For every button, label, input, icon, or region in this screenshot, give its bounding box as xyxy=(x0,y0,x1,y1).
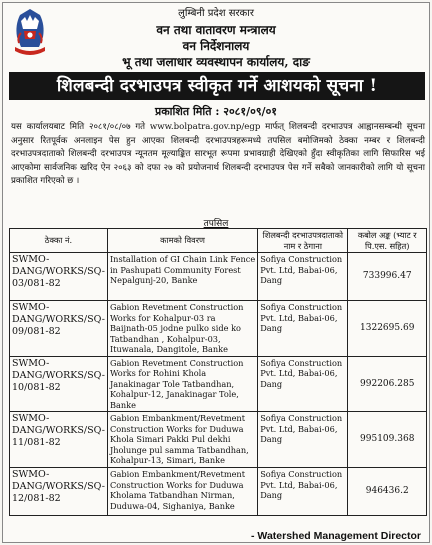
bid-amount: 995109.368 xyxy=(348,412,427,468)
work-description: Gabion Revetment Construction Works for Rohini Khola Janakinagar Tole Tatbandhan, Kohalpur-12, Janakinagar Tole, Banke xyxy=(107,356,257,412)
header-bid-amount: कबोल अङ्क (भ्याट र पि.एस. सहित) xyxy=(348,229,427,253)
work-description: Installation of GI Chain Link Fence in Pashupati Community Forest Nepalgunj-20, Banke xyxy=(107,253,257,301)
bid-amount: 733996.47 xyxy=(348,253,427,301)
table-row xyxy=(10,468,427,516)
table-row xyxy=(10,301,427,357)
contract-no: SWMO-DANG/WORKS/SQ-10/081-82 xyxy=(10,356,108,412)
bidder-name: Sofiya Construction Pvt. Ltd, Babai-06, Dang xyxy=(258,468,348,516)
office-header xyxy=(3,6,429,70)
bid-amount: 946436.2 xyxy=(348,468,427,516)
table-row xyxy=(10,412,427,468)
schedule-label: तपसिल xyxy=(203,219,229,229)
table-row xyxy=(10,356,427,412)
table-header-row xyxy=(10,229,427,253)
header-contract-no: ठेक्का नं. xyxy=(10,229,108,253)
work-description: Gabion Embankment/Revetment Construction Works for Duduwa Kholama Tatbandhan Nirman, Duduwa-04, Sighaniya, Banke xyxy=(107,468,257,516)
bidder-name: Sofiya Construction Pvt. Ltd, Babai-06, Dang xyxy=(258,356,348,412)
bidder-name: Sofiya Construction Pvt. Ltd, Babai-06, Dang xyxy=(258,253,348,301)
contract-no: SWMO-DANG/WORKS/SQ-11/081-82 xyxy=(10,412,108,468)
province-line: लुम्बिनी प्रदेश सरकार xyxy=(178,8,254,19)
contract-no: SWMO-DANG/WORKS/SQ-03/081-82 xyxy=(10,253,108,301)
signatory: - Watershed Management Director xyxy=(251,530,421,542)
header-work-description: कामको विवरण xyxy=(107,229,257,253)
table-row xyxy=(10,253,427,301)
contract-no: SWMO-DANG/WORKS/SQ-09/081-82 xyxy=(10,301,108,357)
notice-title-banner: शिलबन्दी दरभाउपत्र स्वीकृत गर्ने आशयको सूचना ! xyxy=(9,72,425,100)
header-bidder: शिलबन्दी दरभाउपत्रदाताको नाम र ठेगाना xyxy=(258,229,348,253)
directorate-line: वन निर्देशनालय xyxy=(182,39,250,53)
bidder-name: Sofiya Construction Pvt. Ltd, Babai-06, Dang xyxy=(258,301,348,357)
bid-amount: 1322695.69 xyxy=(348,301,427,357)
work-description: Gabion Revetment Construction Works for Kohalpur-03 ra Baijnath-05 jodne pulko side ko Tatbandhan , Kohalpur-03, Ituwanala, Dangitole, Banke xyxy=(107,301,257,357)
published-date: प्रकाशित मिति : २०८१/०९/०१ xyxy=(154,105,278,118)
ministry-line: वन तथा वातावरण मन्त्रालय xyxy=(156,23,276,37)
work-description: Gabion Embankment/Revetment Construction Works for Duduwa Khola Simari Pakki Pul dekhi Jholunge pul samma Tatbandhan, Kohalpur-13, Simari, Banke xyxy=(107,412,257,468)
office-line: भू तथा जलाधार व्यवस्थापन कार्यालय, दाङ xyxy=(122,55,310,69)
bid-amount: 992206.285 xyxy=(348,356,427,412)
bidder-name: Sofiya Construction Pvt. Ltd, Babai-06, Dang xyxy=(258,412,348,468)
notice-document xyxy=(2,2,430,543)
bid-table xyxy=(9,228,427,516)
notice-body: यस कार्यालयबाट मिति २०८१/०८/०७ गते www.bolpatra.gov.np/egp मार्फत् शिलबन्दी दरभाउपत्र आह्वानसम्बन्धी सूचना अनुसार रितपूर्वक अनलाइन पेस हुन आएका शिलबन्दी दरभाउपत्रहरूमध्ये तपसिल बमोजिमको ठेक्का नम्बर र शिलबन्दी दरभाउपत्रदाताको शिलबन्दी दरभाउपत्र न्यूनतम मूल्याङ्कित सारभूत रूपमा प्रभावग्राही देखिएको हुँदा स्वीकृतिका लागि सिफारिस भई आएकोमा सार्वजनिक खरिद ऐन २०६३ को दफा २७ को प्रयोजनार्थ शिलबन्दी दरभाउपत्र पेस गर्ने सबैको जानकारीको लागि यो सूचना प्रकाशित गरिएको छ । xyxy=(11,122,425,186)
contract-no: SWMO-DANG/WORKS/SQ-12/081-82 xyxy=(10,468,108,516)
